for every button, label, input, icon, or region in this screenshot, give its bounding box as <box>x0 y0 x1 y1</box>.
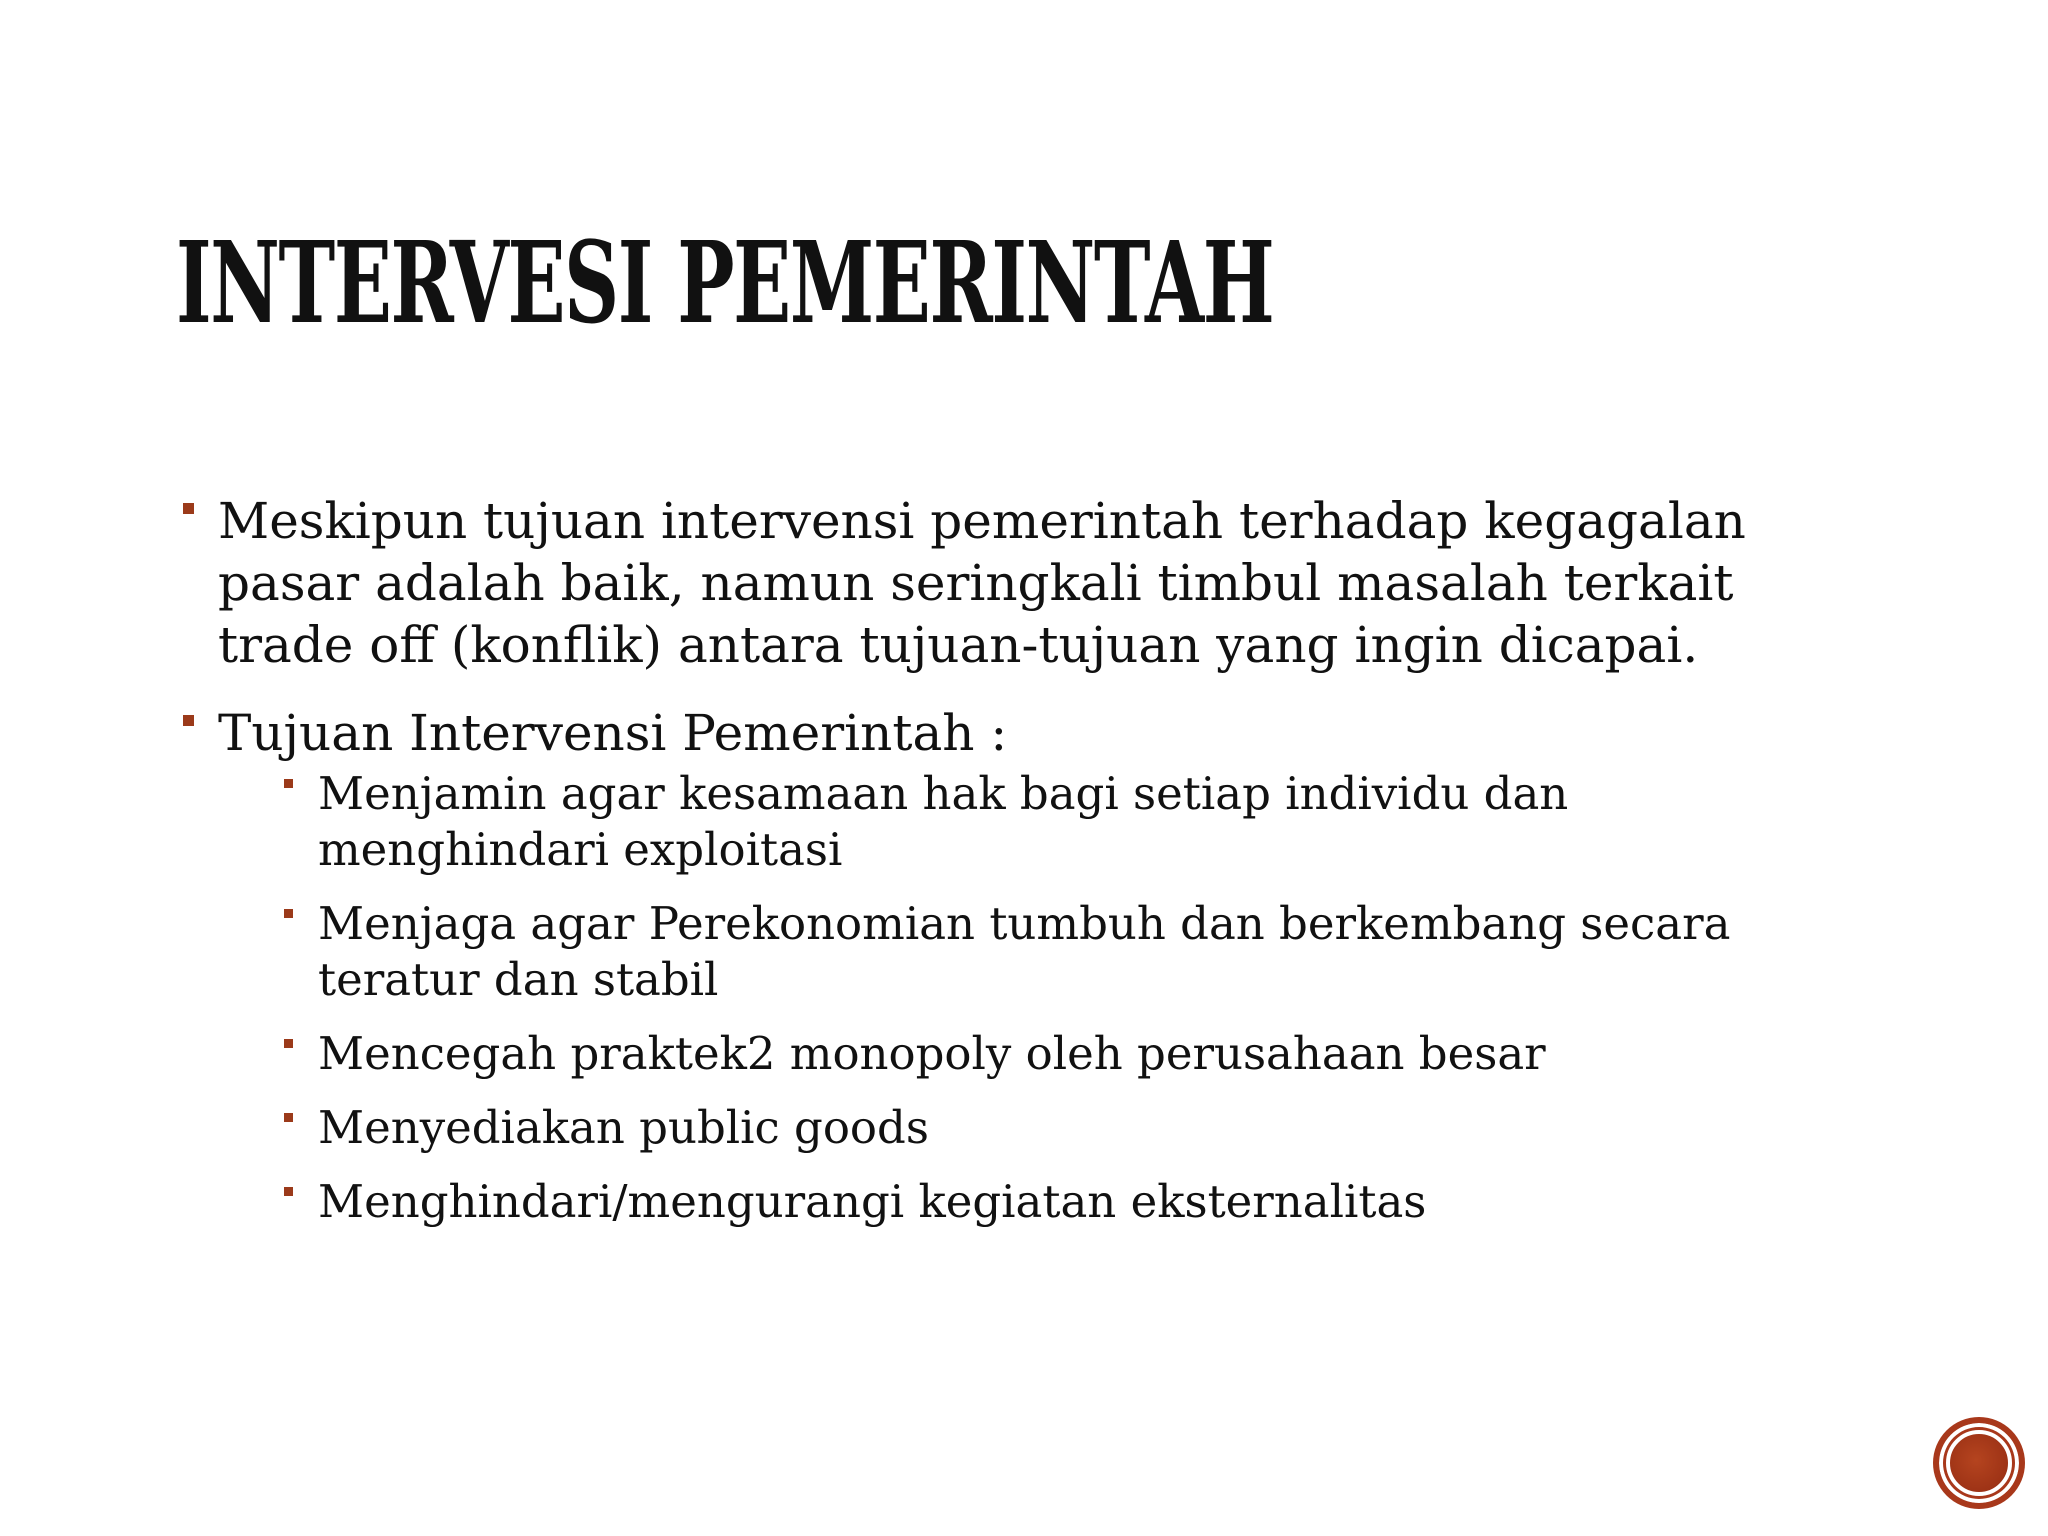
slide-nav-button[interactable] <box>1936 1420 2022 1506</box>
square-bullet-icon <box>284 1039 293 1048</box>
sub-bullet-item <box>280 896 1876 1008</box>
sub-bullet-text: Menghindari/mengurangi kegiatan eksternalitas <box>318 1175 1427 1228</box>
sub-bullet-text: Mencegah praktek2 monopoly oleh perusahaan besar <box>318 1027 1546 1080</box>
sub-bullet-list <box>280 766 1876 1230</box>
square-bullet-icon <box>284 1113 293 1122</box>
sub-bullet-item <box>280 1100 1876 1156</box>
slide-content <box>176 490 1876 1256</box>
square-bullet-icon <box>183 715 194 726</box>
sub-bullet-text: Menjamin agar kesamaan hak bagi setiap individu dan menghindari exploitasi <box>318 767 1569 876</box>
square-bullet-icon <box>183 503 194 514</box>
sub-bullet-item <box>280 766 1876 878</box>
sub-bullet-item <box>280 1026 1876 1082</box>
bullet-text: Tujuan Intervensi Pemerintah : <box>218 704 1008 762</box>
bullet-text: Meskipun tujuan intervensi pemerintah terhadap kegagalan pasar adalah baik, namun seringkali timbul masalah terkait trade off (konflik) antara tujuan-tujuan yang ingin dicapai. <box>218 492 1746 674</box>
circle-icon <box>1946 1430 2012 1496</box>
bullet-item <box>176 490 1876 676</box>
square-bullet-icon <box>284 909 293 918</box>
sub-bullet-text: Menyediakan public goods <box>318 1101 929 1154</box>
slide-title: INTERVESI PEMERINTAH <box>176 218 1274 349</box>
sub-bullet-item <box>280 1174 1876 1230</box>
square-bullet-icon <box>284 1187 293 1196</box>
square-bullet-icon <box>284 779 293 788</box>
bullet-item <box>176 702 1876 1230</box>
sub-bullet-text: Menjaga agar Perekonomian tumbuh dan berkembang secara teratur dan stabil <box>318 897 1731 1006</box>
